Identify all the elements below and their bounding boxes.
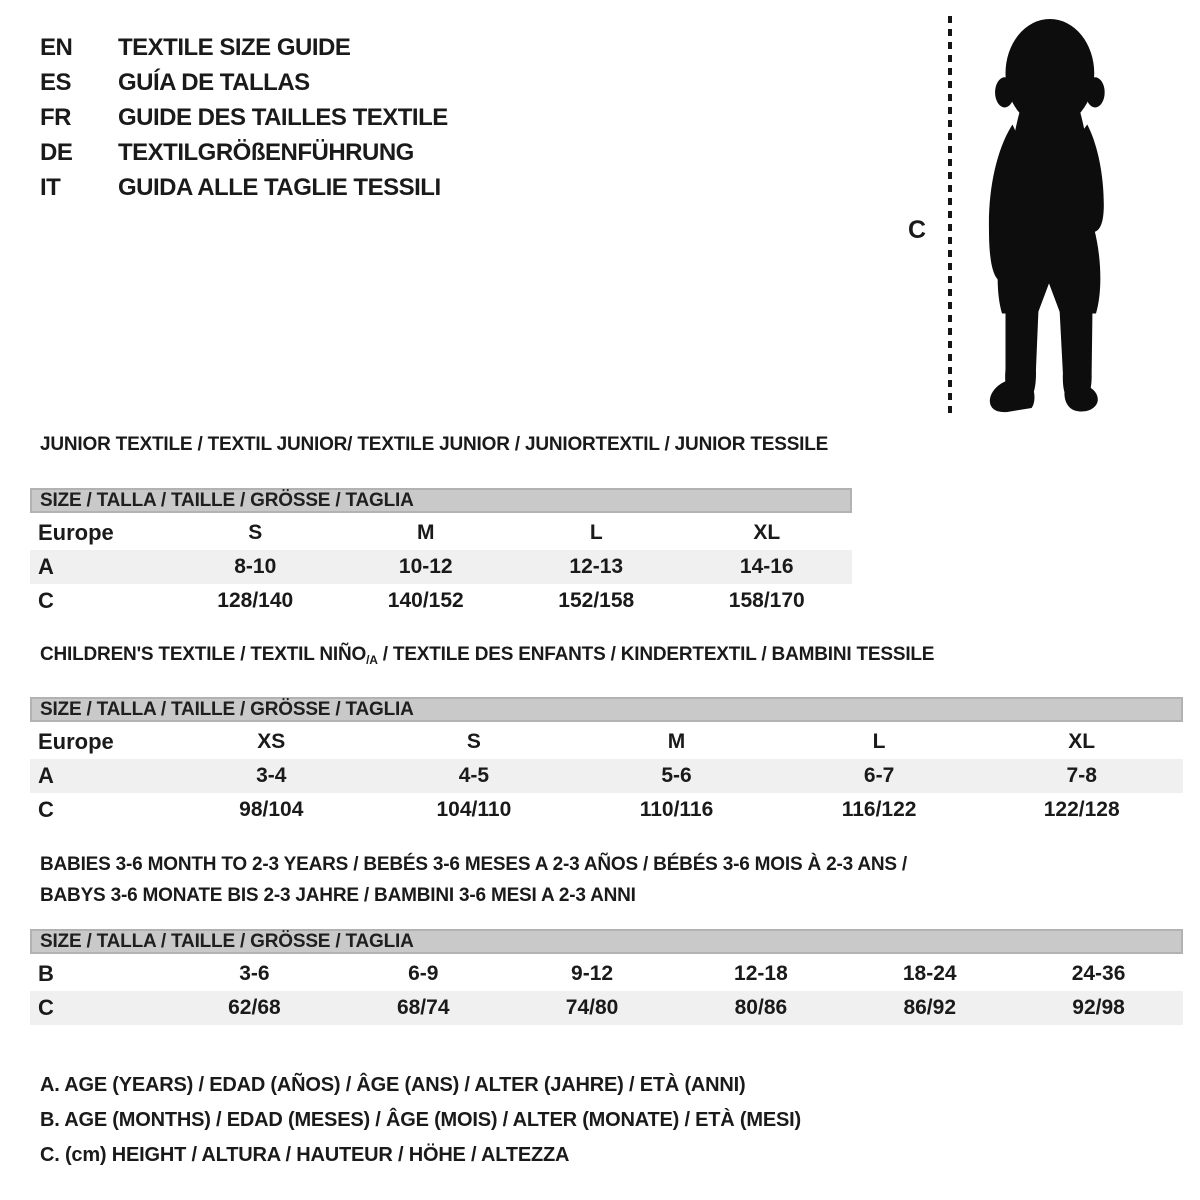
height-cell: 116/122: [841, 798, 917, 821]
height-cell: 140/152: [387, 589, 464, 612]
language-code: FR: [40, 103, 71, 131]
babies-height-row: [30, 991, 1183, 1025]
months-cell: 6-9: [408, 962, 439, 985]
row-label-c: C: [38, 797, 54, 822]
children-height-row: [30, 793, 1183, 827]
figure-height-label: C: [908, 216, 927, 244]
age-cell: 7-8: [1066, 764, 1097, 787]
height-cell: 122/128: [1043, 798, 1120, 821]
language-row-fr: [40, 100, 448, 135]
children-size-header-bar: SIZE / TALLA / TAILLE / GRÖSSE / TAGLIA: [30, 697, 1183, 722]
babies-size-table: [30, 929, 1183, 1025]
language-title: GUIDE DES TAILLES TEXTILE: [118, 103, 448, 131]
legend-line-a: A. AGE (YEARS) / EDAD (AÑOS) / ÂGE (ANS) / ALTER (JAHRE) / ETÀ (ANNI): [40, 1074, 746, 1096]
measurement-legend: [40, 1068, 801, 1173]
language-code: DE: [40, 138, 73, 166]
height-cell: 128/140: [217, 589, 294, 612]
height-cell: 158/170: [728, 589, 805, 612]
junior-age-row: [30, 550, 852, 584]
age-cell: 6-7: [863, 764, 895, 787]
size-cell: XL: [1068, 730, 1096, 753]
legend-line-c: C. (cm) HEIGHT / ALTURA / HAUTEUR / HÖHE / ALTEZZA: [40, 1144, 570, 1166]
height-cell: 86/92: [903, 996, 957, 1019]
size-cell: XS: [257, 730, 286, 753]
size-cell: L: [872, 730, 886, 753]
size-cell: M: [667, 730, 686, 753]
legend-line-b: B. AGE (MONTHS) / EDAD (MESES) / ÂGE (MOIS) / ALTER (MONATE) / ETÀ (MESI): [40, 1109, 801, 1131]
language-title-list: [40, 30, 448, 205]
babies-section-heading: [40, 849, 907, 911]
junior-size-table: [30, 488, 852, 618]
age-cell: 3-4: [256, 764, 287, 787]
height-cell: 80/86: [734, 996, 788, 1019]
months-cell: 24-36: [1071, 962, 1126, 985]
height-measure-dashed-line: [948, 16, 952, 418]
height-cell: 92/98: [1072, 996, 1125, 1019]
months-cell: 9-12: [571, 962, 614, 985]
language-row-it: [40, 170, 448, 205]
language-row-es: [40, 65, 448, 100]
junior-europe-row: [30, 516, 852, 550]
age-cell: 8-10: [234, 555, 277, 578]
row-label-c: C: [38, 995, 54, 1020]
babies-months-row: [30, 957, 1183, 991]
height-cell: 98/104: [239, 798, 304, 821]
babies-size-header-bar: SIZE / TALLA / TAILLE / GRÖSSE / TAGLIA: [30, 929, 1183, 954]
language-title: TEXTILE SIZE GUIDE: [118, 33, 351, 61]
junior-size-header-bar: SIZE / TALLA / TAILLE / GRÖSSE / TAGLIA: [30, 488, 852, 513]
height-cell: 74/80: [565, 996, 619, 1019]
months-cell: 12-18: [734, 962, 788, 985]
size-cell: XL: [753, 521, 781, 544]
age-cell: 10-12: [398, 555, 453, 578]
children-size-table: [30, 697, 1183, 827]
language-code: ES: [40, 68, 72, 96]
children-heading-text: / TEXTILE DES ENFANTS / KINDERTEXTIL / BAMBINI TESSILE: [377, 644, 935, 665]
size-cell: M: [417, 521, 435, 544]
height-cell: 62/68: [228, 996, 281, 1019]
language-title: TEXTILGRÖßENFÜHRUNG: [118, 138, 414, 166]
language-title: GUIDA ALLE TAGLIE TESSILI: [118, 173, 441, 201]
babies-heading-line2: BABYS 3-6 MONATE BIS 2-3 JAHRE / BAMBINI 3-6 MESI A 2-3 ANNI: [40, 885, 636, 906]
row-label-b: B: [38, 961, 54, 986]
height-cell: 110/116: [639, 798, 714, 821]
language-code: EN: [40, 33, 73, 61]
age-cell: 4-5: [458, 764, 490, 787]
children-heading-subscript: /A: [366, 653, 378, 667]
age-cell: 12-13: [569, 555, 624, 578]
language-row-en: [40, 30, 448, 65]
language-code: IT: [40, 173, 61, 201]
size-cell: L: [589, 521, 603, 544]
children-heading-text: CHILDREN'S TEXTILE / TEXTIL NIÑO: [40, 644, 367, 665]
row-label-c: C: [38, 588, 54, 613]
row-label-europe: Europe: [38, 729, 114, 754]
children-europe-row: [30, 725, 1183, 759]
row-label-europe: Europe: [38, 520, 114, 545]
language-row-de: [40, 135, 448, 170]
months-cell: 18-24: [902, 962, 957, 985]
babies-heading-line1: BABIES 3-6 MONTH TO 2-3 YEARS / BEBÉS 3-6 MESES A 2-3 AÑOS / BÉBÉS 3-6 MOIS À 2-3 ANS /: [40, 854, 908, 875]
children-section-heading: [40, 644, 934, 667]
size-cell: S: [466, 730, 481, 753]
language-title: GUÍA DE TALLAS: [118, 68, 310, 96]
row-label-a: A: [38, 554, 54, 579]
height-cell: 68/74: [396, 996, 450, 1019]
toddler-silhouette-image: [962, 16, 1136, 418]
age-cell: 5-6: [661, 764, 692, 787]
height-cell: 152/158: [558, 589, 635, 612]
junior-section-heading: JUNIOR TEXTILE / TEXTIL JUNIOR/ TEXTILE JUNIOR / JUNIORTEXTIL / JUNIOR TESSILE: [40, 434, 829, 455]
row-label-a: A: [38, 763, 54, 788]
children-age-row: [30, 759, 1183, 793]
age-cell: 14-16: [739, 555, 794, 578]
junior-height-row: [30, 584, 852, 618]
size-cell: S: [248, 521, 263, 544]
months-cell: 3-6: [239, 962, 270, 985]
height-cell: 104/110: [436, 798, 512, 821]
